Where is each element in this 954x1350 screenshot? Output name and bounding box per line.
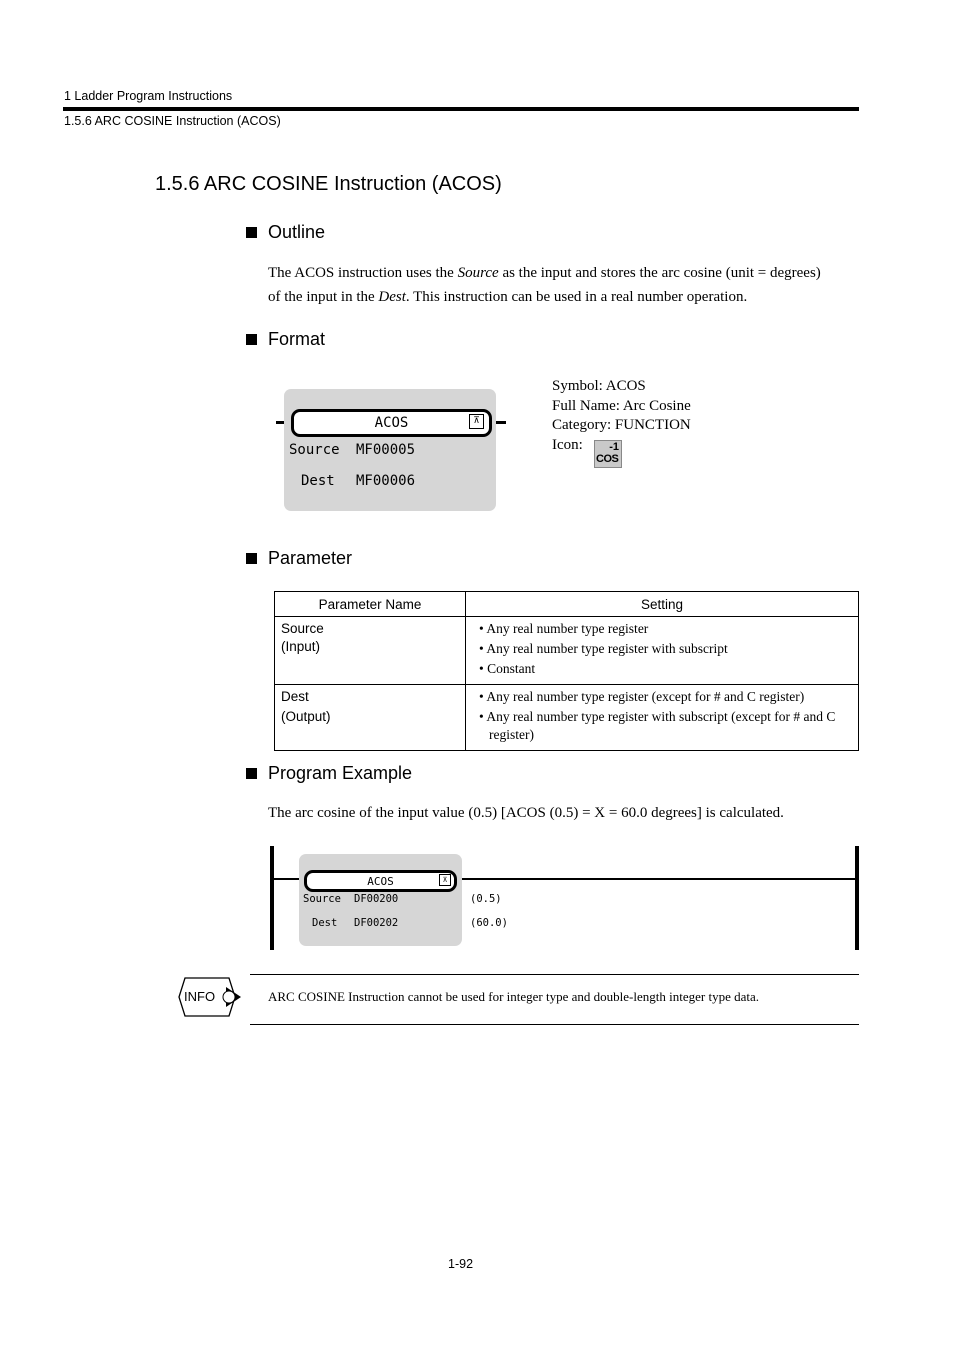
block-corner-icon: ⊼ [439,874,451,886]
acos-icon-text: COS [596,453,619,465]
header-rule [63,107,859,111]
info-text: ARC COSINE Instruction cannot be used for integer type and double-length integer type data. [268,989,759,1004]
setting-item: • Any real number type register (except for # and C register) [479,688,852,706]
chapter-header: 1 Ladder Program Instructions [64,89,233,103]
dest-result: (60.0) [470,917,508,929]
icon-label-text: Icon: [552,436,583,453]
page-number: 1-92 [448,1257,474,1271]
symbol-text: Symbol: ACOS [552,378,646,394]
outline-text-b: as the input and stores the arc cosine (unit = degrees) [498,265,821,281]
block-corner-icon: ⊼ [469,414,484,429]
parameter-heading [246,548,352,569]
block-source-value: MF00005 [356,442,416,458]
section-header: 1.5.6 ARC COSINE Instruction (ACOS) [64,114,281,128]
outline-dest-word: Dest [378,289,406,305]
square-bullet-icon [246,768,257,779]
block-source-label: Source [303,893,341,905]
right-power-rail [855,846,859,950]
block-dest-value: MF00006 [356,473,416,489]
param-name: Source [281,621,324,636]
column-header: Setting [466,592,859,617]
table-row [275,617,859,685]
block-dest-label: Dest [312,917,338,929]
param-setting-cell [466,685,859,751]
block-title-bar [291,409,492,437]
block-dest-value: DF00202 [354,917,399,929]
table-header-row [275,592,859,617]
format-heading-text: Format [268,329,326,349]
outline-text-a: The ACOS instruction uses the [268,265,458,281]
info-top-rule [250,974,859,975]
outline-text-d: . This instruction can be used in a real number operation. [405,289,748,305]
param-name: Dest [281,689,309,704]
info-badge-label: INFO [184,989,216,1004]
acos-format-block [276,389,506,513]
square-bullet-icon [246,227,257,238]
block-source-value: DF00200 [354,893,399,905]
setting-item: • Any real number type register with subscript [479,640,852,658]
param-name-cell [275,617,466,685]
outline-paragraph [268,261,868,309]
program-example-heading [246,763,412,784]
block-name: ACOS [367,874,394,888]
block-name: ACOS [374,415,409,431]
block-source-label: Source [289,442,340,458]
block-title-bar [304,870,457,892]
program-example-paragraph: The arc cosine of the input value (0.5) [ACOS (0.5) = X = 60.0 degrees] is calculated. [268,805,784,821]
outline-text-c: of the input in the [268,289,379,305]
setting-item: • Any real number type register [479,620,852,638]
param-name-cell [275,685,466,751]
setting-item: • Any real number type register with subscript (except for # and C register) [479,708,852,744]
outline-heading [246,222,325,243]
category-text: Category: FUNCTION [552,417,691,433]
square-bullet-icon [246,334,257,345]
square-bullet-icon [246,553,257,564]
param-setting-cell [466,617,859,685]
full-name-text: Full Name: Arc Cosine [552,397,691,414]
ladder-example [270,846,860,952]
block-dest-label: Dest [301,473,335,489]
format-heading [246,329,325,350]
parameter-heading-text: Parameter [268,548,353,568]
section-title: 1.5.6 ARC COSINE Instruction (ACOS) [155,173,502,195]
param-role: (Input) [281,639,321,654]
outline-heading-text: Outline [268,222,326,242]
column-header: Parameter Name [275,592,466,617]
program-example-heading-text: Program Example [268,763,413,783]
parameter-table [274,591,859,751]
setting-item: • Constant [479,660,852,678]
info-bottom-rule [250,1024,859,1025]
outline-source-word: Source [457,265,499,281]
acos-icon [594,440,622,468]
source-result: (0.5) [470,893,502,905]
left-power-rail [270,846,274,950]
acos-icon-sup: -1 [609,441,619,453]
table-row [275,685,859,751]
param-role: (Output) [281,709,331,724]
